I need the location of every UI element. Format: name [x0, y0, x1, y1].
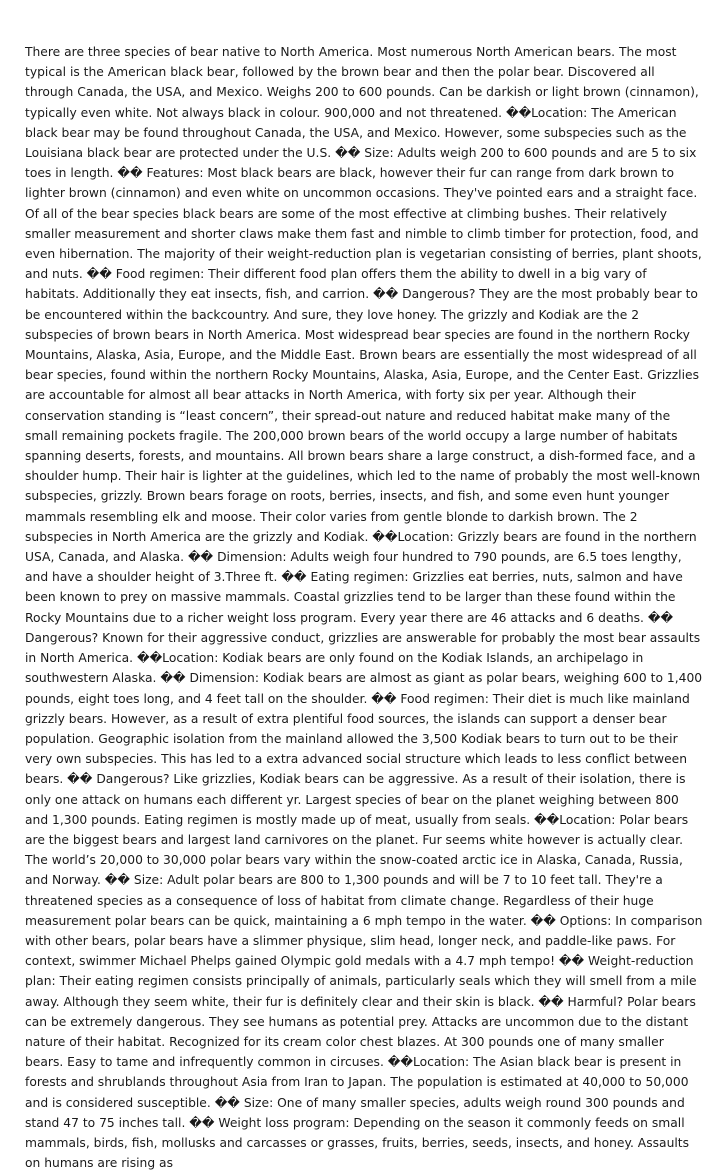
body-paragraph: There are three species of bear native to North America. Most numerous North American bears. The most typical is the American black bear, followed by the brown bear and then the polar bear. Discovered all through Canada, the USA, and Mexico. Weighs 200 to 600 pounds. Can be darkish or light brown (cinnamon), typically even white. Not always black in colour. 900,000 and not threatened. ��Location: The American black bear may be found throughout Canada, the USA, and Mexico. However, some subspecies such as the Louisiana black bear are protected under the U.S. �� Size: Adults weigh 200 to 600 pounds and are 5 to six toes in length. �� Features: Most black bears are black, however their fur can range from dark brown to lighter brown (cinnamon) and even white on uncommon occasions. They've pointed ears and a straight face. Of all of the bear species black bears are some of the most effective at climbing bushes. Their relatively smaller measurement and shorter claws make them fast and nimble to climb timber for protection, food, and even hibernation. The majority of their weight-reduction plan is vegetarian consisting of berries, plant shoots, and nuts. �� Food regimen: Their different food plan offers them the ability to dwell in a big vary of habitats. Additionally they eat insects, fish, and carrion. �� Dangerous? They are the most probably bear to be encountered within the backcountry. And sure, they love honey. The grizzly and Kodiak are the 2 subspecies of brown bears in North America. Most widespread bear species are found in the northern Rocky Mountains, Alaska, Asia, Europe, and the Middle East. Brown bears are essentially the most widespread of all bear species, found within the northern Rocky Mountains, Alaska, Asia, Europe, and the Center East. Grizzlies are accountable for almost all bear attacks in North America, with forty six per year. Although their conservation standing is “least concern”, their spread-out nature and reduced habitat make many of the small remaining pockets fragile. The 200,000 brown bears of the world occupy a large number of habitats spanning deserts, forests, and mountains. All brown bears share a large construct, a dish-formed face, and a shoulder hump. Their hair is lighter at the guidelines, which led to the name of probably the most well-known subspecies, grizzly. Brown bears forage on roots, berries, insects, and fish, and some even hunt younger mammals resembling elk and moose. Their color varies from gentle blonde to darkish brown. The 2 subspecies in North America are the grizzly and Kodiak. ��Location: Grizzly bears are found in the northern USA, Canada, and Alaska. �� Dimension: Adults weigh four hundred to 790 pounds, are 6.5 toes lengthy, and have a shoulder height of 3.Three ft. �� Eating regimen: Grizzlies eat berries, nuts, salmon and have been known to prey on massive mammals. Coastal grizzlies tend to be larger than these found within the Rocky Mountains due to a richer weight loss program. Every year there are 46 attacks and 6 deaths. �� Dangerous? Known for their aggressive conduct, grizzlies are answerable for probably the most bear assaults in North America. ��Location: Kodiak bears are only found on the Kodiak Islands, an archipelago in southwestern Alaska. �� Dimension: Kodiak bears are almost as giant as polar bears, weighing 600 to 1,400 pounds, eight toes long, and 4 feet tall on the shoulder. �� Food regimen: Their diet is much like mainland grizzly bears. However, as a result of extra plentiful food sources, the islands can support a denser bear population. Geographic isolation from the mainland allowed the 3,500 Kodiak bears to turn out to be their very own subspecies. This has led to a extra advanced social structure which leads to less conflict between bears. �� Dangerous? Like grizzlies, Kodiak bears can be aggressive. As a result of their isolation, there is only one attack on humans each different yr. Largest species of bear on the planet weighing between 800 and 1,300 pounds. Eating regimen is mostly made up of meat, usually from seals. ��Location: Polar bears are the biggest bears and largest land carnivores on the planet. Fur seems white however is actually clear. The world’s 20,000 to 30,000 polar bears vary within the snow-coated arctic ice in Alaska, Canada, Russia, and Norway. �� Size: Adult polar bears are 800 to 1,300 pounds and will be 7 to 10 feet tall. They're a threatened species as a consequence of loss of habitat from climate change. Regardless of their huge measurement polar bears can be quick, maintaining a 6 mph tempo in the water. �� Options: In comparison with other bears, polar bears have a slimmer physique, slim head, longer neck, and paddle-like paws. For context, swimmer Michael Phelps gained Olympic gold medals with a 4.7 mph tempo! �� Weight-reduction plan: Their eating regimen consists principally of animals, particularly seals which they will smell from a mile away. Although they seem white, their fur is definitely clear and their skin is black. �� Harmful? Polar bears can be extremely dangerous. They see humans as potential prey. Attacks are uncommon due to the distant nature of their habitat. Recognized for its cream color chest blazes. At 300 pounds one of many smaller bears. Easy to tame and infrequently common in circuses. ��Location: The Asian black bear is present in forests and shrublands throughout Asia from Iran to Japan. The population is estimated at 40,000 to 50,000 and is considered susceptible. �� Size: One of many smaller species, adults weigh round 300 pounds and stand 47 to 75 inches tall. �� Weight loss program: Depending on the season it commonly feeds on small mammals, birds, fish, mollusks and carcasses or grasses, fruits, berries, seeds, insects, and honey. Assaults on humans are rising as — [25, 45, 703, 1171]
